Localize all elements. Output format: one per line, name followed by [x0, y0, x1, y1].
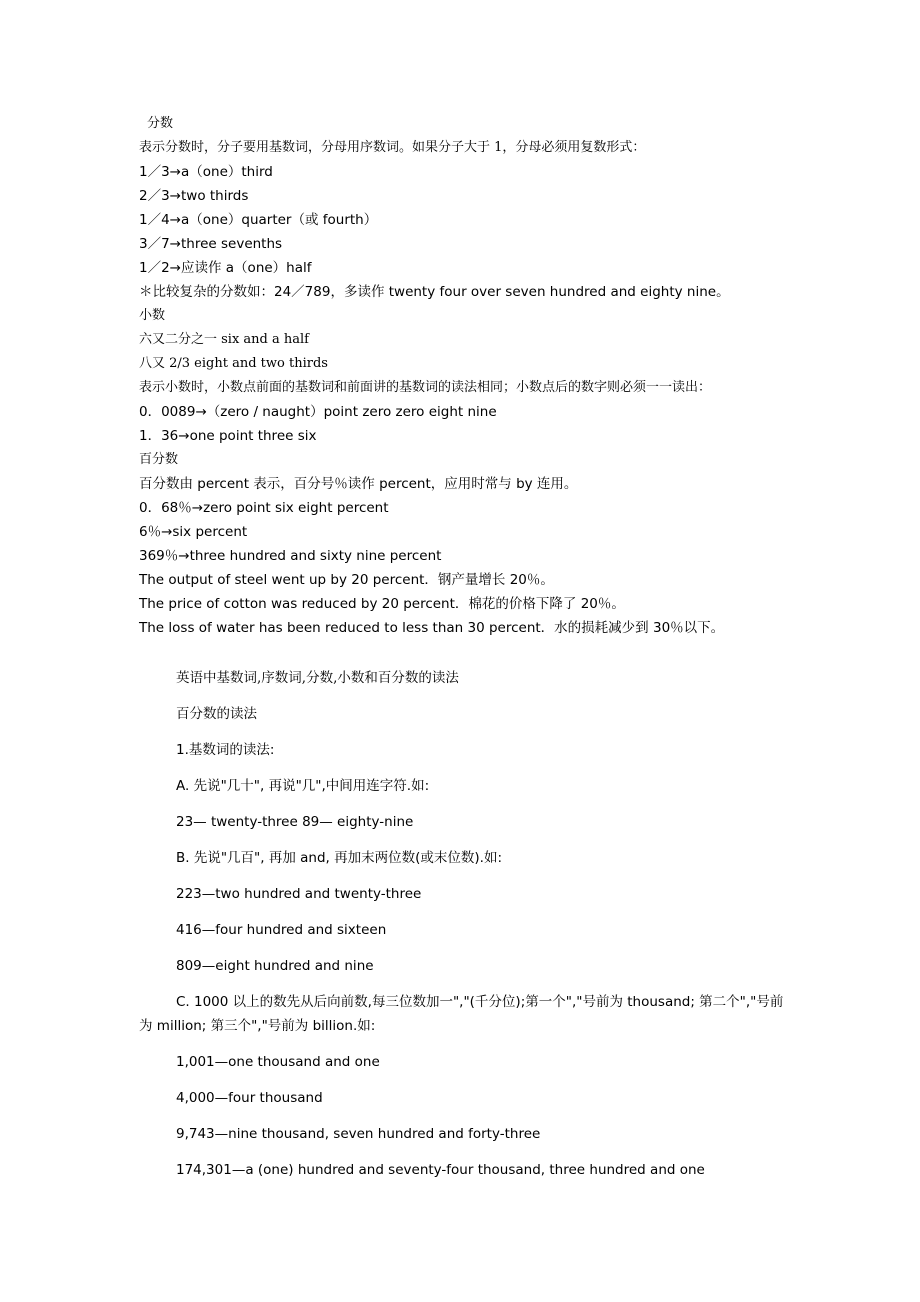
percent-sentence: The price of cotton was reduced by 20 percent．棉花的价格下降了 20％。 — [139, 596, 625, 612]
percent-example: 369％→three hundred and sixty nine percent — [139, 548, 442, 564]
decimals-heading: 小数 — [139, 308, 166, 323]
mixed-number-example: 六又二分之一 six and a half — [139, 332, 309, 347]
example-b: 223—two hundred and twenty-three — [176, 886, 422, 902]
percent-example: 0．68％→zero point six eight percent — [139, 500, 389, 516]
example-c: 174,301—a (one) hundred and seventy-four thousand, three hundred and one — [176, 1162, 705, 1178]
fractions-rule: 表示分数时，分子要用基数词，分母用序数词。如果分子大于 1，分母必须用复数形式： — [139, 140, 646, 155]
example-a: 23— twenty-three 89— eighty-nine — [176, 814, 414, 830]
fraction-example: 2／3→two thirds — [139, 188, 249, 204]
fraction-example: 1／2→应读作 a（one）half — [139, 260, 312, 276]
example-c: 4,000—four thousand — [176, 1090, 323, 1106]
fraction-example: 1／4→a（one）quarter（或 fourth） — [139, 212, 378, 228]
fraction-example: 3／7→three sevenths — [139, 236, 283, 252]
section-subtitle: 百分数的读法 — [176, 706, 257, 722]
section-title: 英语中基数词,序数词,分数,小数和百分数的读法 — [176, 670, 459, 686]
example-b: 809—eight hundred and nine — [176, 958, 374, 974]
example-c: 1,001—one thousand and one — [176, 1054, 380, 1070]
fractions-heading: 分数 — [147, 116, 174, 131]
rule-a: A. 先说"几十", 再说"几",中间用连字符.如: — [176, 778, 430, 794]
decimal-example: 1．36→one point three six — [139, 428, 317, 444]
example-b: 416—four hundred and sixteen — [176, 922, 387, 938]
decimals-rule: 表示小数时，小数点前面的基数词和前面讲的基数词的读法相同；小数点后的数字则必须一一读出： — [139, 380, 712, 395]
fraction-example: 1／3→a（one）third — [139, 164, 273, 180]
percent-rule: 百分数由 percent 表示，百分号％读作 percent，应用时常与 by 连用。 — [139, 476, 578, 492]
fraction-example-complex: ＊比较复杂的分数如：24／789，多读作 twenty four over seven hundred and eighty nine。 — [139, 284, 730, 300]
percent-example: 6％→six percent — [139, 524, 248, 540]
cardinal-heading: 1.基数词的读法: — [176, 742, 275, 758]
rule-c: C. 1000 以上的数先从后向前数,每三位数加一","(千分位);第一个","号前为 thousand; 第二个","号前为 million; 第三个","号前为 billion.如: — [139, 994, 784, 1034]
percent-sentence: The loss of water has been reduced to less than 30 percent．水的损耗减少到 30％以下。 — [139, 620, 725, 636]
decimal-example: 0．0089→（zero / naught）point zero zero eight nine — [139, 404, 497, 420]
rule-b: B. 先说"几百", 再加 and, 再加末两位数(或末位数).如: — [176, 850, 502, 866]
percent-heading: 百分数 — [139, 452, 179, 467]
percent-sentence: The output of steel went up by 20 percent．钢产量增长 20％。 — [139, 572, 554, 588]
example-c: 9,743—nine thousand, seven hundred and forty-three — [176, 1126, 541, 1142]
mixed-number-example: 八又 2/3 eight and two thirds — [139, 356, 328, 371]
fraction-decimal-percent-section — [139, 112, 799, 640]
cardinal-reading-section — [139, 662, 784, 1190]
